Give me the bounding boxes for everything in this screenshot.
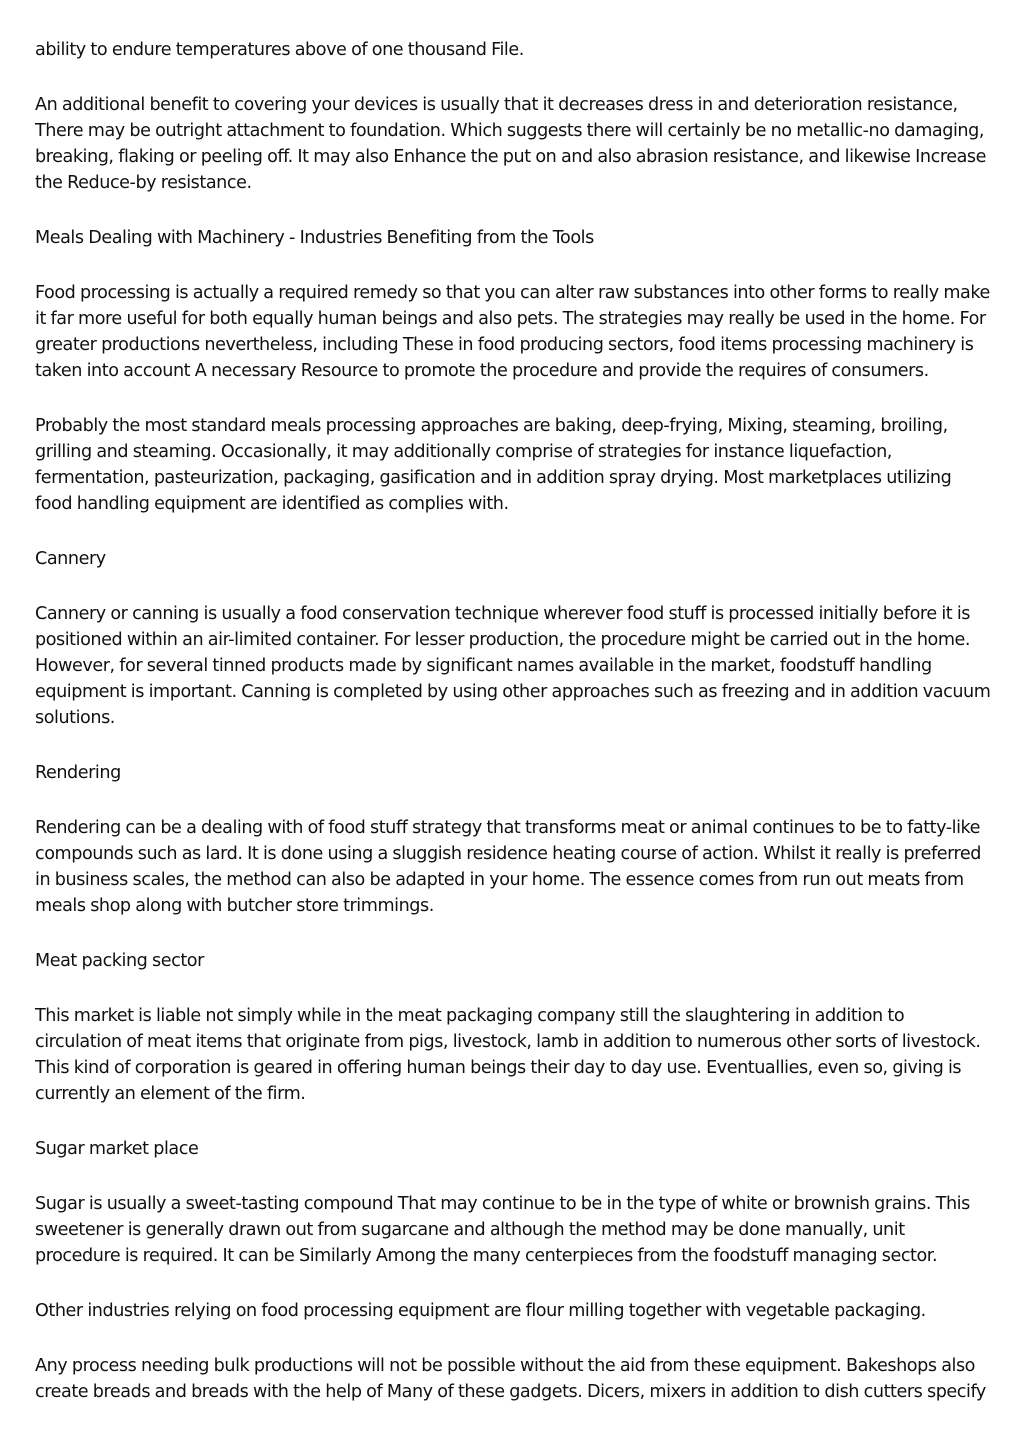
paragraph-sugar: Sugar is usually a sweet-tasting compound That may continue to be in the type of white or brownish grains. This sweetener is generally drawn out from sugarcane and although the method may be done manually, unit procedure is required. It can be Similarly Among the many centerpieces from the foodstuff managing sector. <box>35 1194 970 1266</box>
heading-sugar-market: Sugar market place <box>35 1139 199 1159</box>
heading-rendering: Rendering <box>35 763 121 783</box>
paragraph-other-industries: Other industries relying on food processing equipment are flour milling together with vegetable packaging. <box>35 1301 926 1321</box>
paragraph-processing-approaches: Probably the most standard meals processing approaches are baking, deep-frying, Mixing, steaming, broiling, grilling and steaming. Occasionally, it may additionally comprise of strategies for instance liquefaction, fermentation, pasteurization, packaging, gasification and in addition spray drying. Most marketplaces utilizing food handling equipment are identified as complies with. <box>35 416 952 514</box>
document-page <box>35 37 993 1434</box>
paragraph-food-processing: Food processing is actually a required remedy so that you can alter raw substances into other forms to really make it far more useful for both equally human beings and also pets. The strategies may really be used in the home. For greater productions nevertheless, including These in food producing sectors, food items processing machinery is taken into account A necessary Resource to promote the procedure and provide the requires of consumers. <box>35 283 990 381</box>
paragraph-rendering: Rendering can be a dealing with of food stuff strategy that transforms meat or animal continues to be to fatty-like compounds such as lard. It is done using a sluggish residence heating course of action. Whilst it really is preferred in business scales, the method can also be adapted in your home. The essence comes from run out meats from meals shop along with butcher store trimmings. <box>35 818 982 916</box>
heading-meals-machinery: Meals Dealing with Machinery - Industries Benefiting from the Tools <box>35 228 594 248</box>
paragraph-temperature: ability to endure temperatures above of one thousand File. <box>35 40 524 60</box>
paragraph-coating-benefit: An additional benefit to covering your devices is usually that it decreases dress in and deterioration resistance, There may be outright attachment to foundation. Which suggests there will certainly be no metallic-no damaging, breaking, flaking or peeling off. It may also Enhance the put on and also abrasion resistance, and likewise Increase the Reduce-by resistance. <box>35 95 987 193</box>
paragraph-meat-packing: This market is liable not simply while in the meat packaging company still the slaughtering in addition to circulation of meat items that originate from pigs, livestock, lamb in addition to numerous other sorts of livestock. This kind of corporation is geared in offering human beings their day to day use. Eventuallies, even so, giving is currently an element of the firm. <box>35 1006 981 1104</box>
heading-cannery: Cannery <box>35 549 106 569</box>
heading-meat-packing: Meat packing sector <box>35 951 204 971</box>
paragraph-cannery: Cannery or canning is usually a food conservation technique wherever food stuff is processed initially before it is positioned within an air-limited container. For lesser production, the procedure might be carried out in the home. However, for several tinned products made by significant names available in the market, foodstuff handling equipment is important. Canning is completed by using other approaches such as freezing and in addition vacuum solutions. <box>35 604 991 728</box>
paragraph-bulk-productions: Any process needing bulk productions will not be possible without the aid from these equipment. Bakeshops also create breads and breads with the help of Many of these gadgets. Dicers, mixers in addition to dish cutters specify <box>35 1356 986 1402</box>
